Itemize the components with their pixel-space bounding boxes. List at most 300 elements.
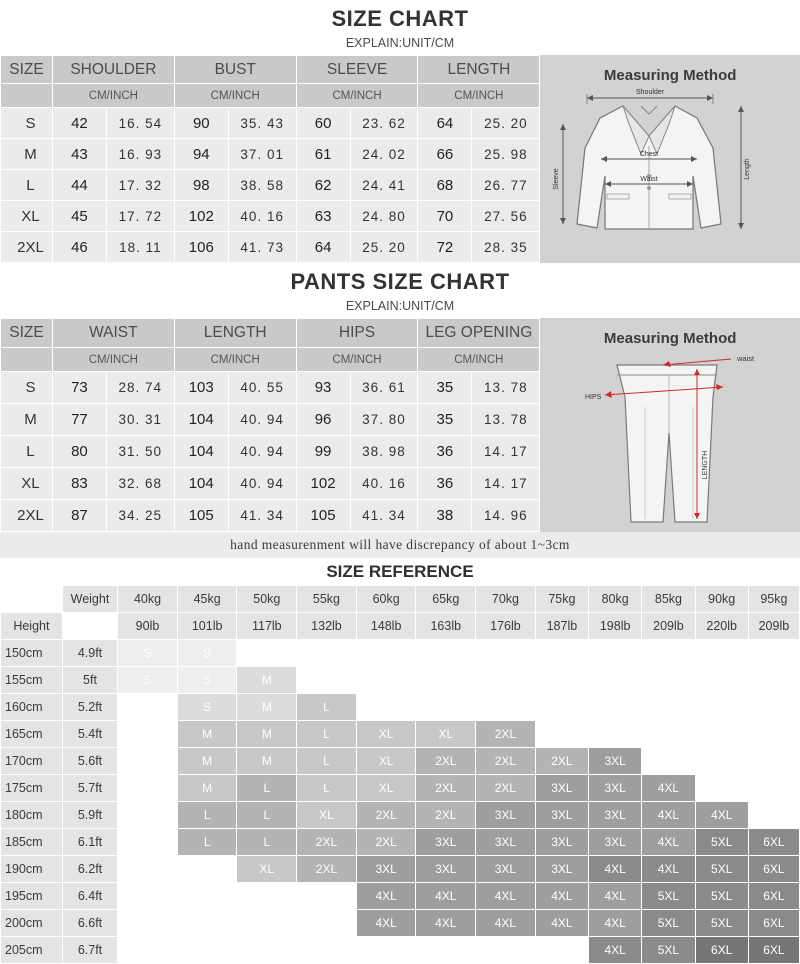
height-ft: 6.2ft bbox=[62, 856, 117, 883]
cell-length-in: 41. 34 bbox=[228, 500, 296, 532]
svg-text:waist: waist bbox=[737, 354, 755, 363]
cell-shoulder-in: 17. 72 bbox=[106, 201, 174, 232]
pants-unit-waist: CM/INCH bbox=[52, 347, 174, 372]
row-size: L bbox=[1, 436, 53, 468]
size-cell bbox=[589, 667, 642, 694]
cell-hips-in: 38. 98 bbox=[350, 436, 418, 468]
cell-length-in: 26. 77 bbox=[472, 170, 540, 201]
cell-waist-cm: 73 bbox=[52, 372, 106, 404]
pants-unit-leg: CM/INCH bbox=[418, 347, 540, 372]
pants-unit-blank bbox=[1, 347, 53, 372]
cell-sleeve-cm: 62 bbox=[296, 170, 350, 201]
cell-length-cm: 66 bbox=[418, 139, 472, 170]
table-row bbox=[1, 694, 800, 721]
cell-shoulder-cm: 45 bbox=[52, 201, 106, 232]
size-cell: 5XL bbox=[642, 883, 695, 910]
size-cell bbox=[476, 694, 536, 721]
svg-text:Sleeve: Sleeve bbox=[553, 168, 561, 190]
pants-unit-row bbox=[1, 347, 540, 372]
cell-sleeve-in: 24. 80 bbox=[350, 201, 418, 232]
cell-bust-cm: 90 bbox=[174, 108, 228, 139]
table-row bbox=[1, 108, 540, 139]
cell-length-in: 40. 94 bbox=[228, 468, 296, 500]
jacket-measuring-title: Measuring Method bbox=[603, 67, 737, 84]
row-size: S bbox=[1, 108, 53, 139]
table-row bbox=[1, 139, 540, 170]
jacket-col-sleeve: SLEEVE bbox=[296, 56, 418, 84]
cell-shoulder-cm: 44 bbox=[52, 170, 106, 201]
size-cell bbox=[748, 694, 799, 721]
size-cell: S bbox=[177, 667, 237, 694]
size-cell bbox=[695, 748, 748, 775]
size-cell bbox=[695, 775, 748, 802]
cell-bust-in: 35. 43 bbox=[228, 108, 296, 139]
pants-chart-title: PANTS SIZE CHART bbox=[290, 269, 510, 294]
size-cell: 6XL bbox=[748, 910, 799, 937]
table-row bbox=[1, 721, 800, 748]
height-cm: 185cm bbox=[1, 829, 63, 856]
cell-length-cm: 105 bbox=[174, 500, 228, 532]
cell-bust-cm: 98 bbox=[174, 170, 228, 201]
table-row bbox=[1, 404, 540, 436]
weight-kg-3: 55kg bbox=[297, 586, 357, 613]
cell-length-in: 25. 98 bbox=[472, 139, 540, 170]
size-cell bbox=[589, 721, 642, 748]
table-row bbox=[1, 856, 800, 883]
cell-sleeve-in: 23. 62 bbox=[350, 108, 418, 139]
size-cell bbox=[297, 937, 357, 964]
cell-waist-in: 32. 68 bbox=[106, 468, 174, 500]
cell-waist-in: 34. 25 bbox=[106, 500, 174, 532]
cell-length-cm: 64 bbox=[418, 108, 472, 139]
pants-header-row bbox=[1, 319, 540, 348]
weight-lb-1: 101lb bbox=[177, 613, 237, 640]
table-row bbox=[1, 436, 540, 468]
height-label: Height bbox=[1, 613, 63, 640]
corner-blank-2 bbox=[62, 613, 117, 640]
size-cell bbox=[118, 937, 178, 964]
row-size: M bbox=[1, 404, 53, 436]
weight-lb-10: 220lb bbox=[695, 613, 748, 640]
cell-waist-cm: 77 bbox=[52, 404, 106, 436]
height-ft: 5.4ft bbox=[62, 721, 117, 748]
size-cell bbox=[476, 937, 536, 964]
size-cell: 3XL bbox=[416, 856, 476, 883]
cell-length-in: 40. 94 bbox=[228, 436, 296, 468]
weight-lb-0: 90lb bbox=[118, 613, 178, 640]
size-cell bbox=[416, 937, 476, 964]
size-cell bbox=[237, 640, 297, 667]
size-cell: 3XL bbox=[476, 829, 536, 856]
pants-unit-hips: CM/INCH bbox=[296, 347, 418, 372]
height-cm: 195cm bbox=[1, 883, 63, 910]
weight-kg-10: 90kg bbox=[695, 586, 748, 613]
cell-shoulder-cm: 42 bbox=[52, 108, 106, 139]
weight-lb-6: 176lb bbox=[476, 613, 536, 640]
cell-waist-cm: 83 bbox=[52, 468, 106, 500]
size-cell: L bbox=[177, 802, 237, 829]
svg-text:Waist: Waist bbox=[640, 176, 658, 183]
size-cell: 4XL bbox=[589, 883, 642, 910]
pants-col-waist: WAIST bbox=[52, 319, 174, 348]
size-cell: S bbox=[118, 640, 178, 667]
table-row bbox=[1, 468, 540, 500]
cell-length-cm: 72 bbox=[418, 232, 472, 263]
table-row bbox=[1, 667, 800, 694]
size-cell: M bbox=[237, 721, 297, 748]
size-cell: 4XL bbox=[589, 856, 642, 883]
height-cm: 155cm bbox=[1, 667, 63, 694]
cell-shoulder-in: 16. 93 bbox=[106, 139, 174, 170]
weight-kg-5: 65kg bbox=[416, 586, 476, 613]
cell-bust-in: 41. 73 bbox=[228, 232, 296, 263]
size-cell: 4XL bbox=[416, 883, 476, 910]
weight-kg-6: 70kg bbox=[476, 586, 536, 613]
jacket-unit-length: CM/INCH bbox=[418, 84, 540, 108]
size-cell bbox=[748, 775, 799, 802]
cell-leg-cm: 36 bbox=[418, 436, 472, 468]
size-cell: 5XL bbox=[695, 883, 748, 910]
height-cm: 170cm bbox=[1, 748, 63, 775]
jacket-unit-sleeve: CM/INCH bbox=[296, 84, 418, 108]
size-cell: 2XL bbox=[476, 748, 536, 775]
size-cell: 4XL bbox=[642, 829, 695, 856]
height-cm: 205cm bbox=[1, 937, 63, 964]
size-cell bbox=[589, 640, 642, 667]
cell-sleeve-cm: 61 bbox=[296, 139, 350, 170]
size-cell bbox=[177, 937, 237, 964]
cell-leg-cm: 35 bbox=[418, 372, 472, 404]
size-cell: 6XL bbox=[748, 856, 799, 883]
size-cell bbox=[416, 640, 476, 667]
cell-hips-cm: 99 bbox=[296, 436, 350, 468]
cell-leg-cm: 35 bbox=[418, 404, 472, 436]
cell-sleeve-in: 24. 41 bbox=[350, 170, 418, 201]
weight-kg-4: 60kg bbox=[356, 586, 416, 613]
size-cell bbox=[642, 640, 695, 667]
cell-length-cm: 70 bbox=[418, 201, 472, 232]
cell-length-in: 40. 55 bbox=[228, 372, 296, 404]
cell-bust-cm: 106 bbox=[174, 232, 228, 263]
size-cell bbox=[118, 802, 178, 829]
size-cell: 3XL bbox=[356, 856, 416, 883]
size-cell: XL bbox=[356, 721, 416, 748]
height-ft: 6.7ft bbox=[62, 937, 117, 964]
cell-shoulder-cm: 46 bbox=[52, 232, 106, 263]
cell-leg-in: 13. 78 bbox=[472, 404, 540, 436]
cell-length-in: 27. 56 bbox=[472, 201, 540, 232]
size-cell: 3XL bbox=[535, 829, 588, 856]
size-cell: 6XL bbox=[748, 937, 799, 964]
size-cell bbox=[642, 748, 695, 775]
weight-kg-1: 45kg bbox=[177, 586, 237, 613]
reference-grid-body bbox=[1, 640, 800, 964]
table-row bbox=[1, 640, 800, 667]
table-row bbox=[1, 775, 800, 802]
size-cell bbox=[297, 883, 357, 910]
size-cell bbox=[237, 883, 297, 910]
size-cell bbox=[297, 667, 357, 694]
size-cell bbox=[535, 667, 588, 694]
pants-measuring-panel bbox=[540, 318, 800, 532]
jacket-measuring-panel bbox=[540, 55, 800, 263]
cell-bust-in: 37. 01 bbox=[228, 139, 296, 170]
size-cell bbox=[237, 910, 297, 937]
size-cell: 5XL bbox=[695, 856, 748, 883]
size-cell: XL bbox=[297, 802, 357, 829]
weight-kg-7: 75kg bbox=[535, 586, 588, 613]
cell-sleeve-cm: 60 bbox=[296, 108, 350, 139]
pants-col-size: SIZE bbox=[1, 319, 53, 348]
height-cm: 180cm bbox=[1, 802, 63, 829]
size-cell bbox=[118, 721, 178, 748]
weight-kg-0: 40kg bbox=[118, 586, 178, 613]
size-cell bbox=[177, 883, 237, 910]
jacket-chart bbox=[0, 55, 800, 263]
table-row bbox=[1, 170, 540, 201]
cell-waist-cm: 87 bbox=[52, 500, 106, 532]
size-cell bbox=[118, 748, 178, 775]
size-cell: M bbox=[237, 667, 297, 694]
size-reference-title: SIZE REFERENCE bbox=[326, 562, 474, 581]
size-cell bbox=[695, 667, 748, 694]
weight-kg-2: 50kg bbox=[237, 586, 297, 613]
cell-shoulder-in: 17. 32 bbox=[106, 170, 174, 201]
size-cell: L bbox=[297, 775, 357, 802]
size-cell: 3XL bbox=[589, 748, 642, 775]
size-cell bbox=[237, 937, 297, 964]
reference-weight-kg-row bbox=[1, 586, 800, 613]
size-cell: 3XL bbox=[535, 775, 588, 802]
pants-measuring-title: Measuring Method bbox=[603, 330, 737, 347]
size-cell bbox=[748, 748, 799, 775]
row-size: 2XL bbox=[1, 500, 53, 532]
jacket-unit-blank bbox=[1, 84, 53, 108]
cell-hips-cm: 96 bbox=[296, 404, 350, 436]
height-ft: 5.9ft bbox=[62, 802, 117, 829]
cell-leg-in: 14. 17 bbox=[472, 468, 540, 500]
reference-weight-lb-row bbox=[1, 613, 800, 640]
cell-length-in: 25. 20 bbox=[472, 108, 540, 139]
cell-leg-cm: 38 bbox=[418, 500, 472, 532]
size-cell: 4XL bbox=[642, 802, 695, 829]
pants-col-hips: HIPS bbox=[296, 319, 418, 348]
weight-kg-8: 80kg bbox=[589, 586, 642, 613]
cell-hips-cm: 102 bbox=[296, 468, 350, 500]
size-cell bbox=[535, 721, 588, 748]
size-cell: M bbox=[237, 694, 297, 721]
size-cell bbox=[416, 694, 476, 721]
size-cell: S bbox=[118, 667, 178, 694]
size-cell: 4XL bbox=[476, 910, 536, 937]
svg-text:Chest: Chest bbox=[640, 151, 659, 158]
weight-label: Weight bbox=[62, 586, 117, 613]
cell-hips-in: 36. 61 bbox=[350, 372, 418, 404]
table-row bbox=[1, 883, 800, 910]
cell-bust-cm: 102 bbox=[174, 201, 228, 232]
size-cell: 4XL bbox=[356, 910, 416, 937]
size-cell: 3XL bbox=[416, 829, 476, 856]
cell-sleeve-in: 24. 02 bbox=[350, 139, 418, 170]
size-cell: 4XL bbox=[535, 910, 588, 937]
cell-waist-in: 30. 31 bbox=[106, 404, 174, 436]
size-cell bbox=[118, 775, 178, 802]
pants-chart bbox=[0, 318, 800, 532]
table-row bbox=[1, 372, 540, 404]
height-cm: 190cm bbox=[1, 856, 63, 883]
svg-text:LENGTH: LENGTH bbox=[702, 450, 710, 480]
size-cell: 5XL bbox=[695, 829, 748, 856]
jacket-unit-bust: CM/INCH bbox=[174, 84, 296, 108]
weight-kg-9: 85kg bbox=[642, 586, 695, 613]
weight-lb-4: 148lb bbox=[356, 613, 416, 640]
size-cell: L bbox=[177, 829, 237, 856]
jacket-diagram-icon bbox=[545, 84, 795, 239]
cell-leg-in: 13. 78 bbox=[472, 372, 540, 404]
size-cell: L bbox=[297, 721, 357, 748]
jacket-col-shoulder: SHOULDER bbox=[52, 56, 174, 84]
size-cell: L bbox=[237, 802, 297, 829]
size-cell bbox=[297, 910, 357, 937]
size-cell: 4XL bbox=[589, 937, 642, 964]
row-size: L bbox=[1, 170, 53, 201]
size-cell: XL bbox=[356, 748, 416, 775]
size-cell: 4XL bbox=[642, 856, 695, 883]
size-cell bbox=[118, 883, 178, 910]
size-cell bbox=[695, 640, 748, 667]
pants-col-length: LENGTH bbox=[174, 319, 296, 348]
size-cell: M bbox=[177, 748, 237, 775]
jacket-col-bust: BUST bbox=[174, 56, 296, 84]
height-ft: 6.6ft bbox=[62, 910, 117, 937]
pants-unit-length: CM/INCH bbox=[174, 347, 296, 372]
jacket-unit-row bbox=[1, 84, 540, 108]
weight-lb-5: 163lb bbox=[416, 613, 476, 640]
table-row bbox=[1, 201, 540, 232]
jacket-header-row bbox=[1, 56, 540, 84]
cell-bust-in: 40. 16 bbox=[228, 201, 296, 232]
table-row bbox=[1, 500, 540, 532]
size-cell: 2XL bbox=[297, 856, 357, 883]
cell-hips-cm: 93 bbox=[296, 372, 350, 404]
size-cell: XL bbox=[237, 856, 297, 883]
size-cell bbox=[297, 640, 357, 667]
cell-waist-cm: 80 bbox=[52, 436, 106, 468]
size-cell: 3XL bbox=[589, 775, 642, 802]
size-cell: 2XL bbox=[416, 775, 476, 802]
size-cell: L bbox=[237, 775, 297, 802]
row-size: XL bbox=[1, 468, 53, 500]
height-ft: 5.6ft bbox=[62, 748, 117, 775]
cell-bust-in: 38. 58 bbox=[228, 170, 296, 201]
size-cell bbox=[356, 640, 416, 667]
size-cell bbox=[476, 667, 536, 694]
size-cell bbox=[476, 640, 536, 667]
weight-kg-11: 95kg bbox=[748, 586, 799, 613]
cell-sleeve-in: 25. 20 bbox=[350, 232, 418, 263]
svg-text:HIPS: HIPS bbox=[585, 394, 602, 401]
size-cell: XL bbox=[356, 775, 416, 802]
cell-length-cm: 68 bbox=[418, 170, 472, 201]
cell-leg-in: 14. 17 bbox=[472, 436, 540, 468]
row-size: S bbox=[1, 372, 53, 404]
measurement-note: hand measurenment will have discrepancy of about 1~3cm bbox=[0, 532, 800, 558]
size-cell: 2XL bbox=[297, 829, 357, 856]
cell-bust-cm: 94 bbox=[174, 139, 228, 170]
size-cell bbox=[356, 667, 416, 694]
size-cell: 5XL bbox=[642, 910, 695, 937]
height-ft: 6.1ft bbox=[62, 829, 117, 856]
svg-text:Length: Length bbox=[744, 158, 752, 180]
size-cell bbox=[589, 694, 642, 721]
table-row bbox=[1, 232, 540, 263]
size-cell: S bbox=[177, 694, 237, 721]
table-row bbox=[1, 910, 800, 937]
height-cm: 165cm bbox=[1, 721, 63, 748]
size-cell bbox=[748, 802, 799, 829]
size-cell bbox=[642, 694, 695, 721]
size-cell: 3XL bbox=[535, 802, 588, 829]
size-cell: L bbox=[297, 694, 357, 721]
height-ft: 6.4ft bbox=[62, 883, 117, 910]
table-row bbox=[1, 829, 800, 856]
table-row bbox=[1, 802, 800, 829]
jacket-col-size: SIZE bbox=[1, 56, 53, 84]
row-size: 2XL bbox=[1, 232, 53, 263]
height-cm: 150cm bbox=[1, 640, 63, 667]
size-cell: 2XL bbox=[535, 748, 588, 775]
size-cell: 6XL bbox=[748, 829, 799, 856]
cell-leg-cm: 36 bbox=[418, 468, 472, 500]
cell-sleeve-cm: 63 bbox=[296, 201, 350, 232]
size-cell bbox=[177, 856, 237, 883]
size-cell bbox=[356, 937, 416, 964]
size-cell: M bbox=[177, 721, 237, 748]
row-size: M bbox=[1, 139, 53, 170]
jacket-unit-shoulder: CM/INCH bbox=[52, 84, 174, 108]
cell-length-cm: 104 bbox=[174, 468, 228, 500]
size-cell bbox=[695, 694, 748, 721]
size-cell: M bbox=[177, 775, 237, 802]
size-cell: 2XL bbox=[476, 721, 536, 748]
weight-lb-11: 209lb bbox=[748, 613, 799, 640]
size-cell bbox=[118, 829, 178, 856]
size-cell bbox=[748, 721, 799, 748]
cell-hips-cm: 105 bbox=[296, 500, 350, 532]
jacket-col-length: LENGTH bbox=[418, 56, 540, 84]
size-cell bbox=[118, 694, 178, 721]
cell-length-in: 28. 35 bbox=[472, 232, 540, 263]
corner-blank bbox=[1, 586, 63, 613]
size-cell bbox=[535, 694, 588, 721]
size-cell: XL bbox=[416, 721, 476, 748]
weight-lb-7: 187lb bbox=[535, 613, 588, 640]
jacket-size-table bbox=[0, 55, 540, 263]
size-reference-table bbox=[0, 585, 800, 964]
height-cm: 200cm bbox=[1, 910, 63, 937]
size-cell: 3XL bbox=[476, 856, 536, 883]
height-ft: 4.9ft bbox=[62, 640, 117, 667]
size-cell bbox=[416, 667, 476, 694]
cell-length-cm: 104 bbox=[174, 436, 228, 468]
pants-chart-subtitle: EXPLAIN:UNIT/CM bbox=[345, 299, 455, 313]
cell-length-cm: 103 bbox=[174, 372, 228, 404]
size-cell: 4XL bbox=[589, 910, 642, 937]
size-cell: 3XL bbox=[589, 829, 642, 856]
height-ft: 5ft bbox=[62, 667, 117, 694]
cell-length-in: 40. 94 bbox=[228, 404, 296, 436]
svg-text:Shoulder: Shoulder bbox=[636, 89, 665, 96]
